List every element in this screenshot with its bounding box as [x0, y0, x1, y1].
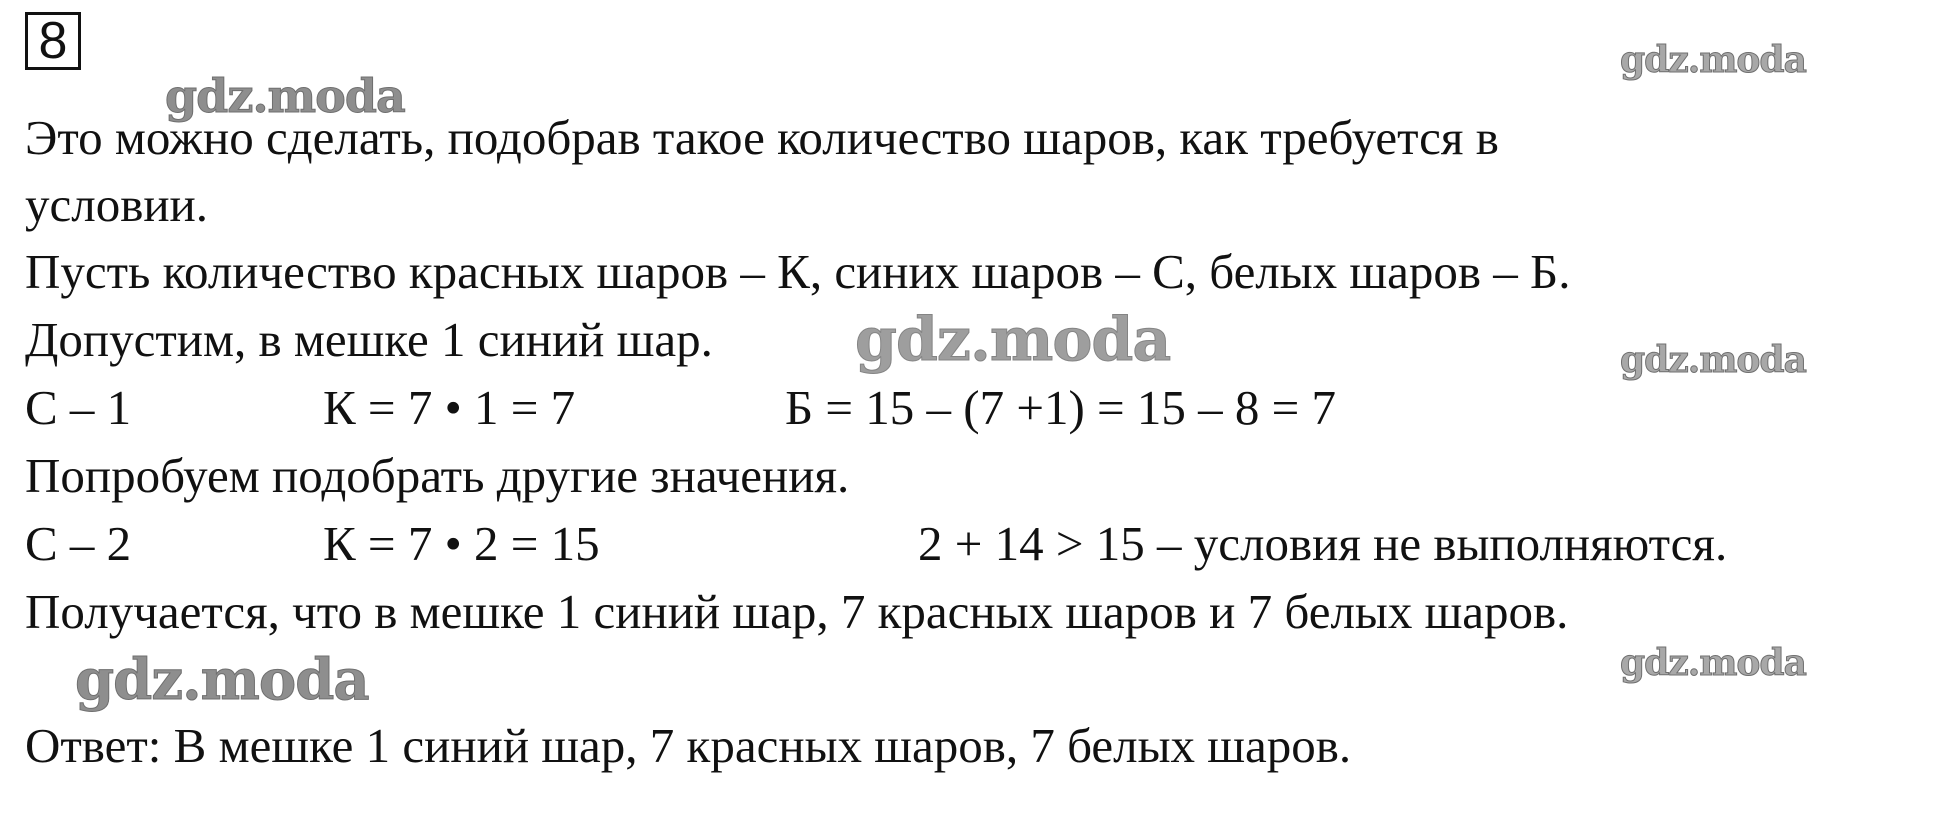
row1-red: К = 7 • 1 = 7 — [323, 380, 576, 435]
text-line-intro: Это можно сделать, подобрав такое количество шаров, как требуется в — [25, 110, 1499, 165]
row2-blue: С – 2 — [25, 516, 132, 571]
watermark: gdz.moda — [1620, 39, 1806, 81]
text-line-try-other: Попробуем подобрать другие значения. — [25, 448, 850, 503]
text-line-assumption: Допустим, в мешке 1 синий шар. — [25, 312, 713, 367]
watermark: gdz.moda — [75, 647, 369, 713]
text-line-result: Получается, что в мешке 1 синий шар, 7 красных шаров и 7 белых шаров. — [25, 584, 1569, 639]
text-line-intro-cont: условии. — [25, 177, 209, 232]
watermark: gdz.moda — [1620, 339, 1806, 381]
row1-white: Б = 15 – (7 +1) = 15 – 8 = 7 — [785, 380, 1337, 435]
watermark: gdz.moda — [855, 305, 1171, 375]
watermark: gdz.moda — [1620, 642, 1806, 684]
text-line-notation: Пусть количество красных шаров – К, синих шаров – С, белых шаров – Б. — [25, 244, 1571, 299]
row2-red: К = 7 • 2 = 15 — [323, 516, 600, 571]
row2-condition: 2 + 14 > 15 – условия не выполняются. — [918, 516, 1728, 571]
task-number-box: 8 — [25, 12, 81, 70]
watermark: gdz.moda — [165, 69, 405, 123]
answer-line: Ответ: В мешке 1 синий шар, 7 красных шаров, 7 белых шаров. — [25, 718, 1352, 773]
row1-blue: С – 1 — [25, 380, 132, 435]
